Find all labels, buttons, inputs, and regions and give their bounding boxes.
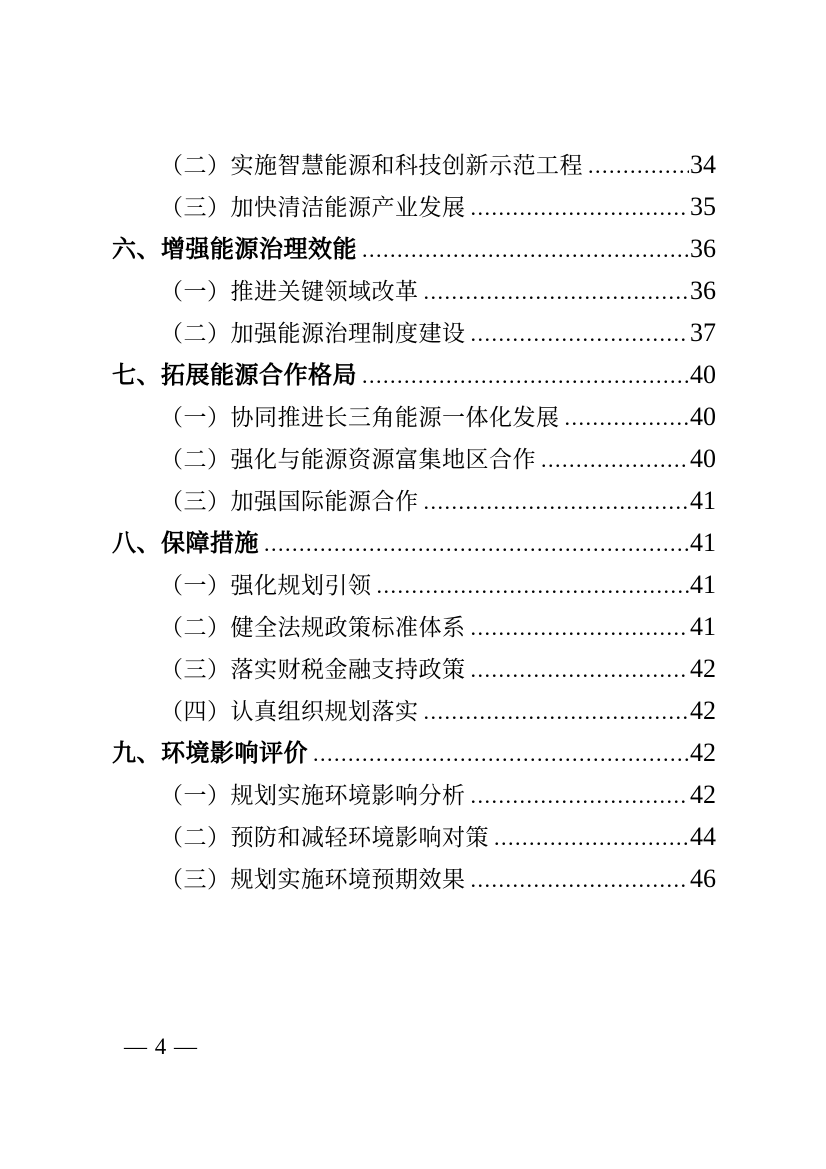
toc-entry-page-number: 44 bbox=[690, 822, 716, 851]
toc-entry bbox=[112, 144, 716, 186]
table-of-contents bbox=[112, 144, 716, 900]
page-number: — 4 — bbox=[124, 1034, 198, 1059]
dot-leader bbox=[362, 355, 689, 397]
toc-entry bbox=[112, 606, 716, 648]
toc-entry bbox=[112, 732, 716, 774]
toc-entry bbox=[112, 522, 716, 564]
toc-entry-page-number: 46 bbox=[690, 864, 716, 893]
toc-entry bbox=[112, 690, 716, 732]
toc-entry bbox=[112, 312, 716, 354]
toc-entry-title: 七、拓展能源合作格局 bbox=[112, 362, 357, 389]
dot-leader bbox=[541, 439, 689, 481]
dot-leader bbox=[565, 397, 690, 439]
toc-entry-page-number: 42 bbox=[690, 654, 716, 683]
toc-entry-title: 八、保障措施 bbox=[112, 530, 259, 557]
toc-entry bbox=[112, 480, 716, 522]
toc-entry-page-number: 42 bbox=[690, 696, 716, 725]
toc-entry-page-number: 34 bbox=[690, 150, 716, 179]
dot-leader bbox=[264, 523, 689, 565]
toc-entry bbox=[112, 354, 716, 396]
toc-entry-title: （一）规划实施环境影响分析 bbox=[160, 783, 466, 808]
toc-entry bbox=[112, 774, 716, 816]
toc-entry-page-number: 42 bbox=[690, 780, 716, 809]
dot-leader bbox=[471, 859, 690, 901]
toc-entry bbox=[112, 816, 716, 858]
toc-entry-page-number: 40 bbox=[690, 402, 716, 431]
dot-leader bbox=[313, 733, 689, 775]
dot-leader bbox=[424, 481, 690, 523]
dot-leader bbox=[471, 313, 690, 355]
toc-entry-title: （一）推进关键领域改革 bbox=[160, 279, 419, 304]
toc-entry-page-number: 41 bbox=[690, 612, 716, 641]
toc-entry bbox=[112, 396, 716, 438]
dot-leader bbox=[424, 691, 690, 733]
dot-leader bbox=[362, 229, 689, 271]
toc-entry-title: （二）预防和减轻环境影响对策 bbox=[160, 825, 489, 850]
toc-entry-title: （二）强化与能源资源富集地区合作 bbox=[160, 447, 536, 472]
toc-entry-page-number: 41 bbox=[690, 570, 716, 599]
toc-entry-title: （一）协同推进长三角能源一体化发展 bbox=[160, 405, 560, 430]
toc-entry bbox=[112, 270, 716, 312]
dot-leader bbox=[588, 145, 689, 187]
toc-entry-page-number: 42 bbox=[690, 738, 716, 767]
toc-entry-page-number: 37 bbox=[690, 318, 716, 347]
toc-entry bbox=[112, 228, 716, 270]
toc-entry-page-number: 41 bbox=[690, 486, 716, 515]
toc-entry-title: （二）健全法规政策标准体系 bbox=[160, 615, 466, 640]
toc-entry bbox=[112, 648, 716, 690]
dot-leader bbox=[494, 817, 689, 859]
dot-leader bbox=[471, 649, 690, 691]
toc-entry-page-number: 36 bbox=[690, 234, 716, 263]
dot-leader bbox=[424, 271, 690, 313]
toc-entry-title: （三）落实财税金融支持政策 bbox=[160, 657, 466, 682]
toc-entry-page-number: 40 bbox=[690, 444, 716, 473]
dot-leader bbox=[471, 775, 690, 817]
toc-entry-title: （二）加强能源治理制度建设 bbox=[160, 321, 466, 346]
toc-entry-page-number: 35 bbox=[690, 192, 716, 221]
toc-entry-title: （一）强化规划引领 bbox=[160, 573, 372, 598]
toc-entry bbox=[112, 564, 716, 606]
toc-entry-title: （三）加强国际能源合作 bbox=[160, 489, 419, 514]
toc-entry-page-number: 41 bbox=[690, 528, 716, 557]
page-footer bbox=[124, 1034, 198, 1060]
dot-leader bbox=[377, 565, 690, 607]
toc-entry-page-number: 36 bbox=[690, 276, 716, 305]
toc-entry-title: （三）规划实施环境预期效果 bbox=[160, 867, 466, 892]
dot-leader bbox=[471, 607, 690, 649]
toc-entry-page-number: 40 bbox=[690, 360, 716, 389]
dot-leader bbox=[471, 187, 690, 229]
toc-entry bbox=[112, 186, 716, 228]
toc-entry-title: （四）认真组织规划落实 bbox=[160, 699, 419, 724]
toc-entry-title: （三）加快清洁能源产业发展 bbox=[160, 195, 466, 220]
toc-entry bbox=[112, 858, 716, 900]
toc-entry-title: 九、环境影响评价 bbox=[112, 740, 308, 767]
toc-entry-title: （二）实施智慧能源和科技创新示范工程 bbox=[160, 153, 583, 178]
toc-entry bbox=[112, 438, 716, 480]
toc-entry-title: 六、增强能源治理效能 bbox=[112, 236, 357, 263]
